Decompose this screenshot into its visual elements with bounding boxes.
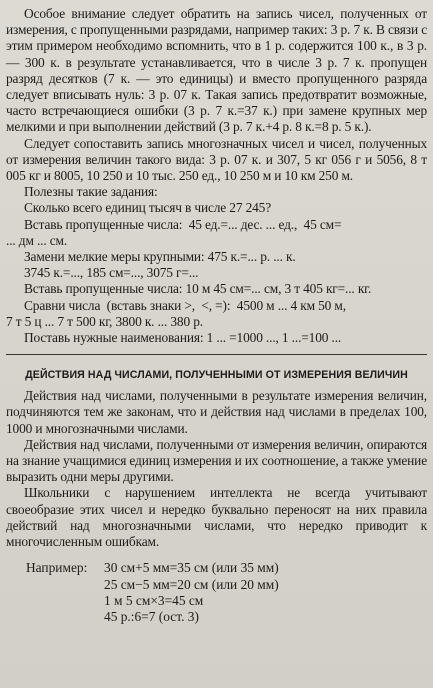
- task-line: Замени мелкие меры крупными: 475 к.=... р. ... к.: [24, 249, 296, 265]
- example-expression: 1 м 5 см×3=45 см: [104, 592, 204, 608]
- example-row: [6, 593, 427, 609]
- task-line: Сколько всего единиц тысяч в числе 27 245?: [24, 200, 272, 216]
- task-line: Вставь пропущенные числа: 45 ед.=... дес. ... ед., 45 см=: [24, 216, 342, 232]
- task-line: 7 т 5 ц ... 7 т 500 кг, 3800 к. ... 380 р.: [6, 313, 203, 329]
- task-line: ... дм ... см.: [6, 232, 68, 248]
- example-expression: 30 см+5 мм=35 см (или 35 мм): [104, 560, 279, 576]
- task-line: 3745 к.=..., 185 см=..., 3075 г=...: [24, 265, 199, 281]
- example-expression: 45 р.:6=7 (ост. 3): [104, 608, 199, 624]
- example-row: [6, 609, 427, 625]
- example-row: [6, 577, 427, 593]
- example-expression: 25 см−5 мм=20 см (или 20 мм): [104, 576, 279, 592]
- task-line: Сравни числа (вставь знаки >, <, =): 4500 м ... 4 км 50 м,: [24, 297, 346, 313]
- example-lead: Например:: [26, 560, 88, 576]
- task-line: Вставь пропущенные числа: 10 м 45 см=... см, 3 т 405 кг=... кг.: [24, 281, 372, 297]
- paragraph-missing-digits: Особое внимание следует обратить на запись чисел, полученных от измерения, с пропущенными разрядами, например таких: 3 р. 7 к. В связи с этим примером необходимо вспомнить, что в 1 р. содержится 100 к., в 3 р. — 300 к. в результате устанавливается, что в числе 3 р. 7 к. пропущен разряд десятков (7 к. — это единицы) и вместо пропущенного разряда следует вписывать нуль: 3 р. 07 к. Такая запись предотвратит возможные, часто встречающиеся ошибки (3 р. 7 к.=37 к.) при замене крупных мер мелкими и при выполнении действий (3 р. 7 к.+4 р. 8 к.=8 р. 5 к.).: [6, 6, 427, 135]
- paragraph-operations-units: Действия над числами, полученными от измерения величин, опираются на знание учащимися единиц измерения и их соотношение, а также умение выразить одни меры другими.: [6, 436, 427, 485]
- section-heading: ДЕЙСТВИЯ НАД ЧИСЛАМИ, ПОЛУЧЕННЫМИ ОТ ИЗМЕРЕНИЯ ВЕЛИЧИН: [25, 369, 408, 382]
- paragraph-student-errors: Школьники с нарушением интеллекта не всегда учитывают своеобразие этих чисел и нередко буквально переносят на них правила действий над многозначными числами, что нередко приводит к многочисленным ошибкам.: [6, 485, 427, 550]
- paragraph-compare-notation: Следует сопоставить запись многозначных чисел и чисел, полученных от измерения величин такого вида: 3 р. 07 к. и 307, 5 кг 056 г и 5056, 8 т 005 кг и 8005, 10 250 и 10 тыс. 250 ед., 10 250 м и 10 км 250 м.: [6, 135, 427, 184]
- tasks-intro: Полезны такие задания:: [24, 184, 158, 200]
- section-divider: [6, 354, 427, 355]
- paragraph-operations-laws: Действия над числами, полученными в результате измерения величин, подчиняются тем же законам, что и действия над числами в пределах 100, 1000 и многозначными числами.: [6, 388, 427, 436]
- task-line: Поставь нужные наименования: 1 ... =1000 ..., 1 ...=100 ...: [24, 330, 342, 346]
- examples-block: [6, 560, 427, 625]
- example-row: [6, 560, 427, 576]
